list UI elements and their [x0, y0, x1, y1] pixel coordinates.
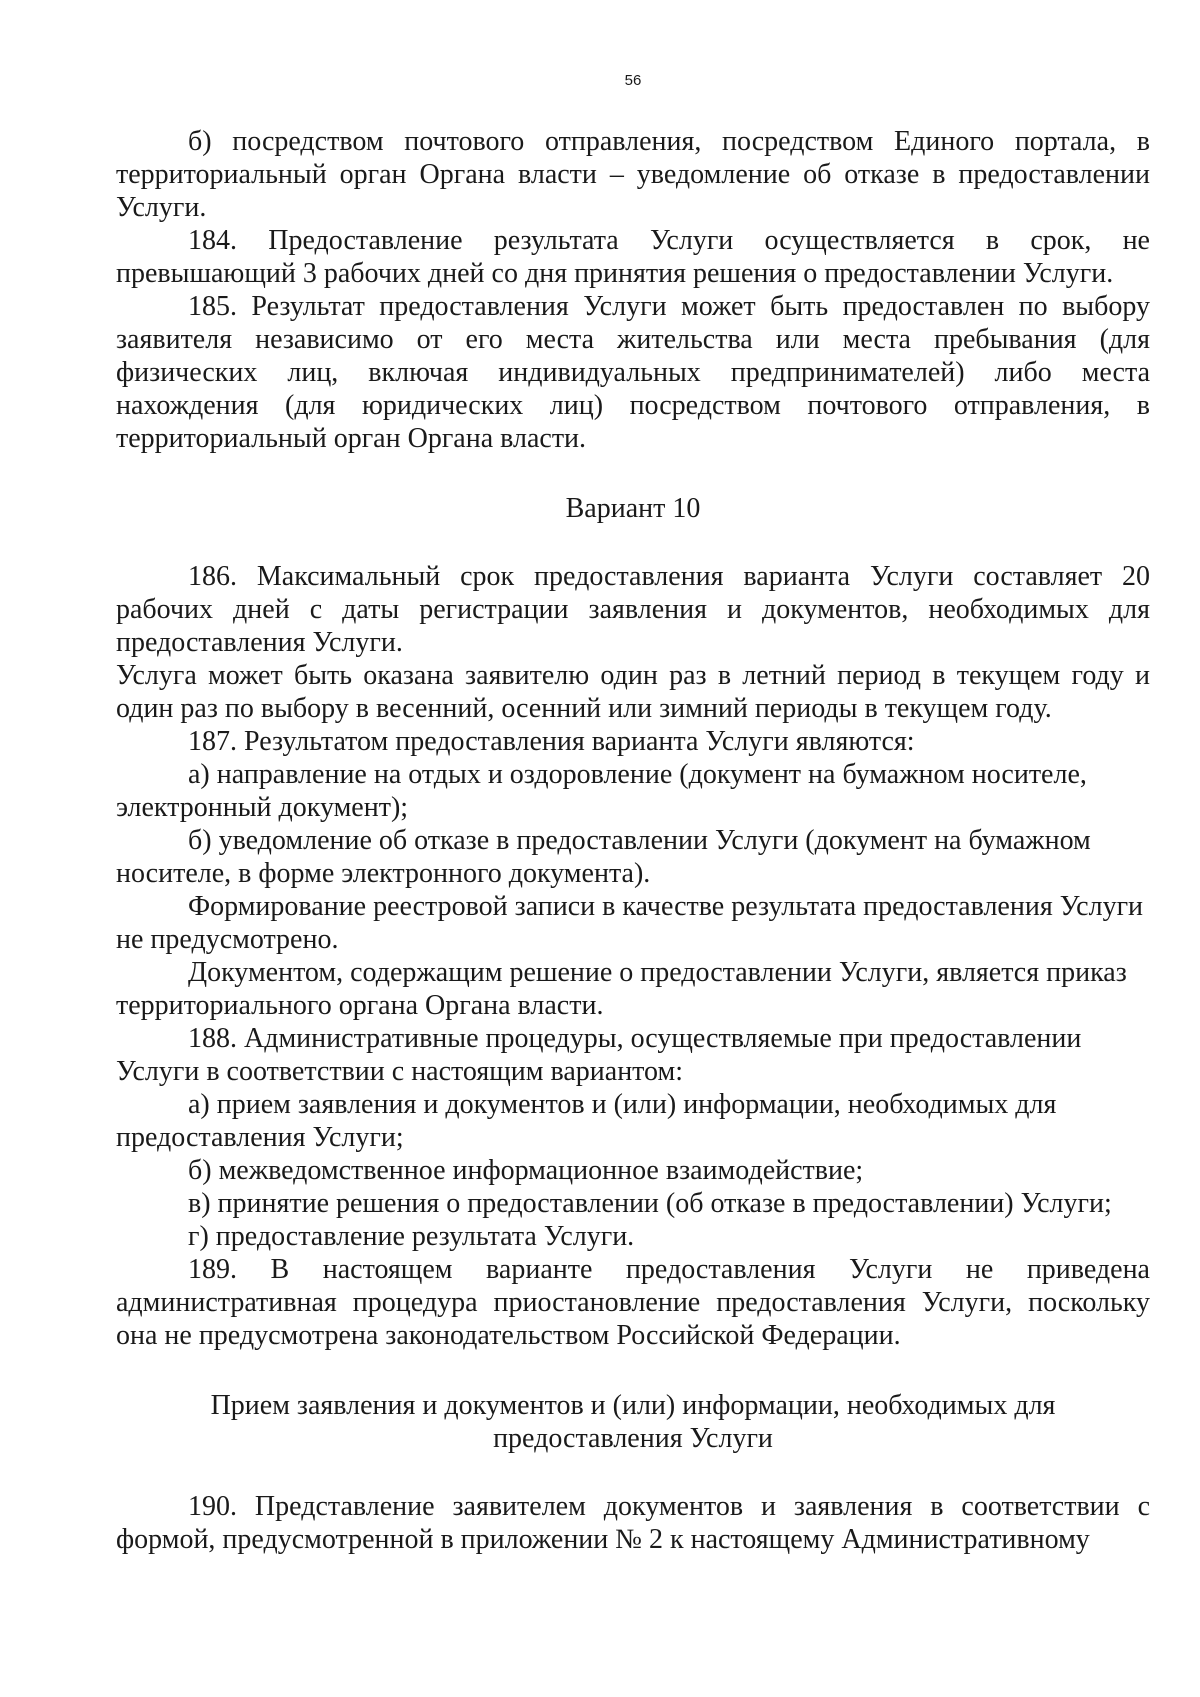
section-heading-variant: Вариант 10	[565, 493, 701, 524]
paragraph-top-b: б) посредством почтового отправления, посредством Единого портала, в территориальный орган Органа власти – уведомление об отказе в предоставлении Услуги.	[116, 126, 1150, 223]
paragraph-decision-document: Документом, содержащим решение о предоставлении Услуги, является приказ территориального органа Органа власти.	[116, 957, 1127, 1021]
paragraph-190: 190. Представление заявителем документов и заявления в соответствии с формой, предусмотренной в приложении № 2 к настоящему Административному	[116, 1491, 1150, 1555]
section-heading-reception-line1: Прием заявления и документов и (или) информации, необходимых для	[210, 1390, 1056, 1421]
paragraph-189: 189. В настоящем варианте предоставления Услуги не приведена административная процедура приостановление предоставления Услуги, поскольку она не предусмотрена законодательством Российской Федерации.	[116, 1254, 1150, 1351]
paragraph-188-a: а) прием заявления и документов и (или) информации, необходимых для предоставления Услуги;	[116, 1089, 1057, 1153]
spacer	[116, 525, 1150, 560]
paragraph-185: 185. Результат предоставления Услуги может быть предоставлен по выбору заявителя независимо от его места жительства или места пребывания (для физических лиц, включая индивидуальных предпринимателей) либо места нахождения (для юридических лиц) посредством почтового отправления, в территориальный орган Органа власти.	[116, 291, 1150, 454]
paragraph-188-b: б) межведомственное информационное взаимодействие;	[188, 1155, 864, 1186]
paragraph-187: 187. Результатом предоставления варианта Услуги являются:	[188, 726, 915, 757]
spacer	[116, 455, 1150, 492]
document-body	[116, 125, 1150, 1556]
page-number: 56	[624, 72, 642, 89]
paragraph-188-v: в) принятие решения о предоставлении (об отказе в предоставлении) Услуги;	[188, 1188, 1112, 1219]
paragraph-186-note: Услуга может быть оказана заявителю один раз в летний период в текущем году и один раз по выбору в весенний, осенний или зимний периоды в текущем году.	[116, 660, 1150, 724]
spacer	[116, 1352, 1150, 1389]
spacer	[116, 1455, 1150, 1490]
paragraph-184: 184. Предоставление результата Услуги осуществляется в срок, не превышающий 3 рабочих дней со дня принятия решения о предоставлении Услуги.	[116, 225, 1150, 289]
document-page	[116, 0, 1150, 1697]
paragraph-187-b: б) уведомление об отказе в предоставлении Услуги (документ на бумажном носителе, в форме электронного документа).	[116, 825, 1091, 889]
paragraph-188: 188. Административные процедуры, осуществляемые при предоставлении Услуги в соответствии с настоящим вариантом:	[116, 1023, 1082, 1087]
section-heading-reception-line2: предоставления Услуги	[493, 1423, 773, 1454]
paragraph-registry-note: Формирование реестровой записи в качестве результата предоставления Услуги не предусмотрено.	[116, 891, 1144, 955]
paragraph-187-a: а) направление на отдых и оздоровление (документ на бумажном носителе, электронный документ);	[116, 759, 1087, 823]
paragraph-186: 186. Максимальный срок предоставления варианта Услуги составляет 20 рабочих дней с даты регистрации заявления и документов, необходимых для предоставления Услуги.	[116, 561, 1150, 658]
paragraph-188-g: г) предоставление результата Услуги.	[188, 1221, 635, 1252]
